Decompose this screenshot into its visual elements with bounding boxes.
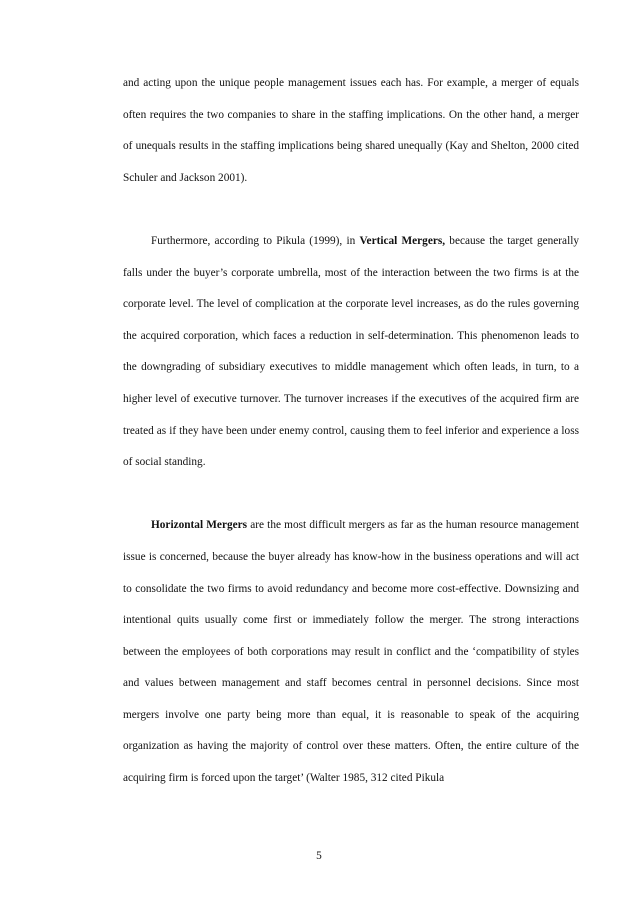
paragraph-1 xyxy=(123,68,579,194)
paragraph-1-text: and acting upon the unique people management issues each has. For example, a merger of equals often requires the two companies to share in the staffing implications. On the other hand, a merger of unequals results in the staffing implications being shared unequally (Kay and Shelton, 2000 cited Schuler and Jackson 2001). xyxy=(123,77,579,184)
paragraph-3-text: are the most difficult mergers as far as the human resource management issue is concerned, because the buyer already has know-how in the business operations and will act to consolidate the two firms to avoid redundancy and become more cost-effective. Downsizing and intentional quits usually come first or immediately follow the merger. The strong interactions between the employees of both corporations may result in conflict and the ‘compatibility of styles and values between management and staff becomes central in personnel decisions. Since most mergers involve one party being more than equal, it is reasonable to speak of the acquiring organization as having the majority of control over these matters. Often, the entire culture of the acquiring firm is forced upon the target’ (Walter 1985, 312 cited Pikula xyxy=(123,519,579,785)
paragraph-2-text: because the target generally falls under the buyer’s corporate umbrella, most of the interaction between the two firms is at the corporate level. The level of complication at the corporate level increases, as do the rules governing the acquired corporation, which faces a reduction in self-determination. This phenomenon leads to the downgrading of subsidiary executives to middle management which often leads, in turn, to a higher level of executive turnover. The turnover increases if the executives of the acquired firm are treated as if they have been under enemy control, causing them to feel inferior and experience a loss of social standing. xyxy=(123,234,579,469)
page-number: 5 xyxy=(316,850,322,862)
body-text xyxy=(123,68,579,795)
horizontal-mergers-term: Horizontal Mergers xyxy=(151,519,248,532)
paragraph-3 xyxy=(123,510,579,794)
paragraph-2-intro: Furthermore, according to Pikula (1999), in xyxy=(151,234,360,247)
paragraph-2 xyxy=(123,226,579,479)
vertical-mergers-term: Vertical Mergers, xyxy=(359,234,446,247)
